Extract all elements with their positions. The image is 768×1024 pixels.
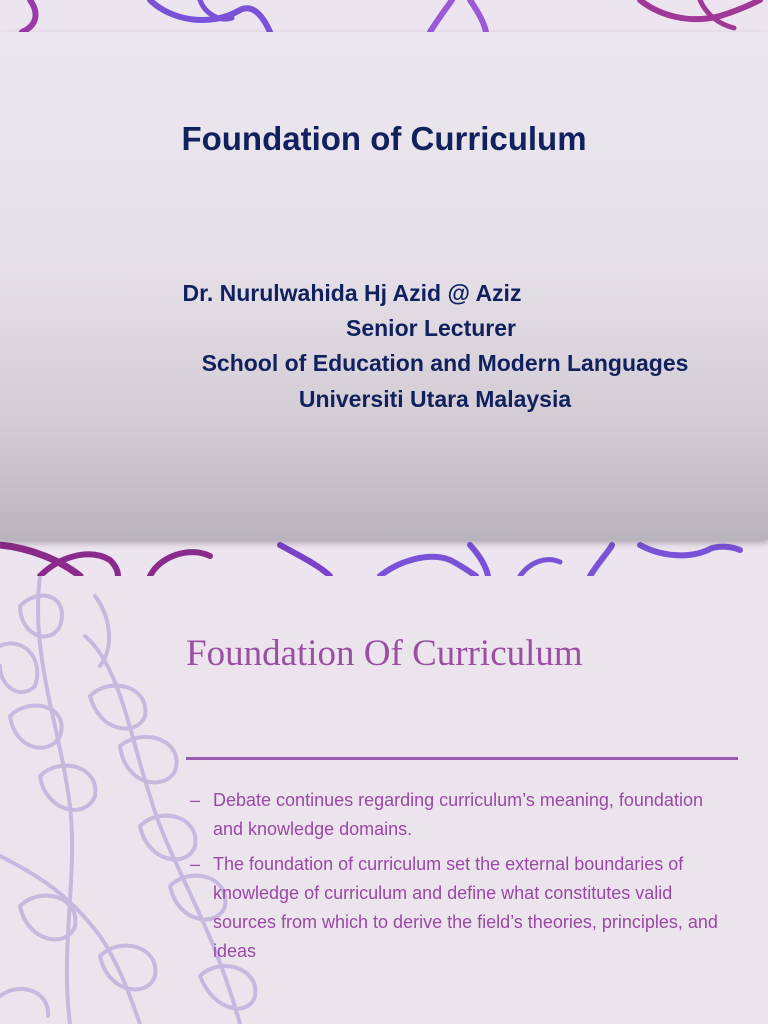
title-divider <box>186 757 738 760</box>
slide-title: Foundation Of Curriculum <box>186 633 583 674</box>
bullet-text: The foundation of curriculum set the external boundaries of knowledge of curriculum and define what constitutes valid sources from which to derive the field’s theories, principles, and ideas <box>213 854 718 961</box>
author-school: School of Education and Modern Languages <box>201 350 689 376</box>
bullet-text: Debate continues regarding curriculum’s meaning, foundation and knowledge domains. <box>213 790 703 839</box>
author-name: Dr. Nurulwahida Hj Azid @ Aziz <box>182 280 522 306</box>
author-position: Senior Lecturer <box>346 315 516 341</box>
bullet-marker: – <box>190 854 201 874</box>
list-item <box>190 786 730 844</box>
bullet-list <box>190 786 730 972</box>
author-university: Universiti Utara Malaysia <box>298 386 572 412</box>
content-slide <box>0 576 768 1024</box>
page-title: Foundation of Curriculum <box>181 120 587 157</box>
list-item <box>190 850 730 966</box>
bullet-marker: – <box>190 790 201 810</box>
